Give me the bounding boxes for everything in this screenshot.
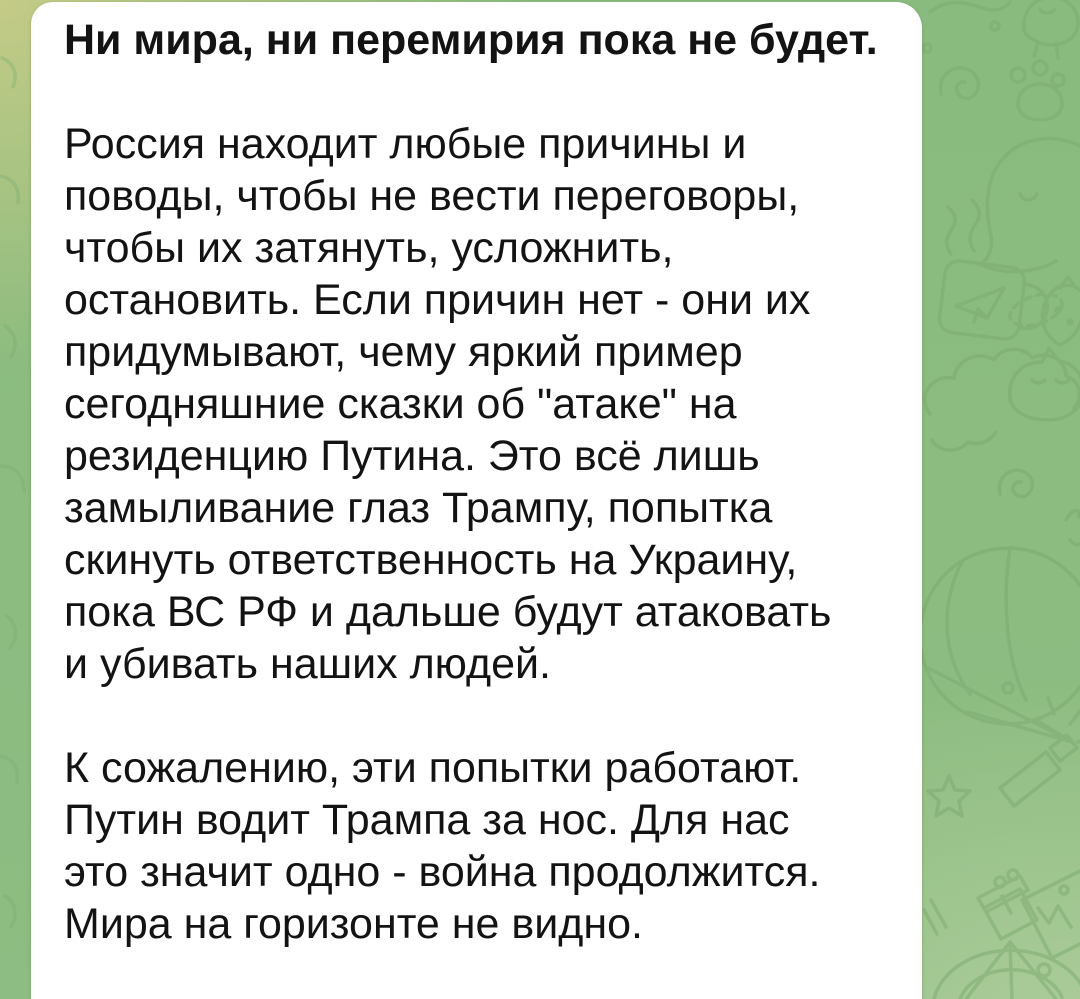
- message-line: Россия находит любые причины и: [64, 120, 747, 168]
- rain-lines-icon: [924, 900, 946, 934]
- telescope-icon: [1000, 698, 1080, 806]
- message-line: пока ВС РФ и дальше будут атаковать: [64, 588, 832, 636]
- message-bubble[interactable]: [31, 2, 922, 999]
- star-icon: [928, 776, 970, 816]
- gift-icon: [978, 870, 1037, 939]
- message-line: это значит одно - война продолжится.: [64, 848, 821, 896]
- squiggle-icon: [923, 2, 1010, 52]
- spiral-icon: [999, 470, 1032, 496]
- parachute-icon: [920, 548, 1080, 742]
- message-line: придумывают, чему яркий пример: [64, 328, 743, 376]
- chick-icon: [1024, 0, 1078, 58]
- message-paragraph: [64, 118, 896, 690]
- picture-icon: [1022, 871, 1080, 958]
- message-line: Путин водит Трампа за нос. Для нас: [64, 796, 790, 844]
- message-line: поводы, чтобы не вести переговоры,: [64, 172, 800, 220]
- message-paragraph: [64, 742, 896, 950]
- message-line: чтобы их затянуть, усложнить,: [64, 224, 674, 272]
- message-line: К сожалению, эти попытки работают.: [64, 744, 802, 792]
- leaf-icon: [0, 58, 24, 927]
- message-line: и убивать наших людей.: [64, 640, 551, 688]
- whale-icon: [980, 139, 1080, 272]
- paw-icon: [1011, 61, 1064, 120]
- snail-icon: [940, 68, 978, 98]
- message-line: замыливание глаз Трампу, попытка: [64, 484, 773, 532]
- message-body: [64, 118, 896, 950]
- paper-plane-icon: [956, 288, 1004, 322]
- message-line: Мира на горизонте не видно.: [64, 900, 643, 948]
- message-line: резиденцию Путина. Это всё лишь: [64, 432, 760, 480]
- steam-icon: [947, 200, 980, 254]
- ferris-wheel-icon: [934, 942, 1080, 999]
- cloud-cat-icon: [925, 348, 1080, 450]
- dot-icon: [1003, 683, 1013, 693]
- message-line: сегодняшние сказки об "атаке" на: [64, 380, 737, 428]
- message-title: Ни мира, ни перемирия пока не будет.: [64, 16, 878, 64]
- butterfly-icon: [1066, 511, 1080, 545]
- message-line: скинуть ответственность на Украину,: [64, 536, 798, 584]
- message-line: остановить. Если причин нет - они их: [64, 276, 811, 324]
